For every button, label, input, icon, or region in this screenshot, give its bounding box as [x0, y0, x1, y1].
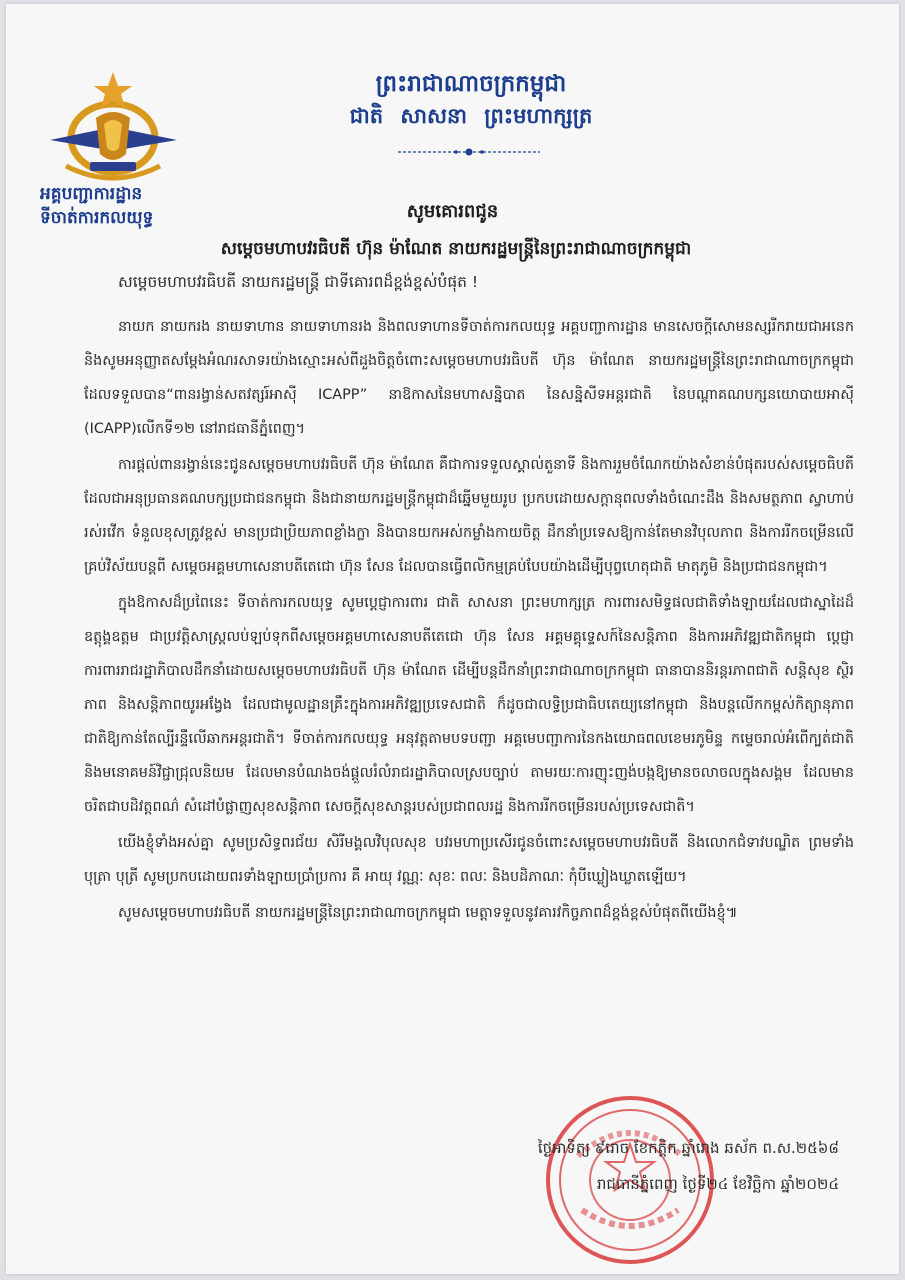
paragraph-1: នាយក នាយករង នាយទាហាន នាយទាហានរង និងពលទាហានទីចាត់ការកលយុទ្ធ អគ្គបញ្ជាការដ្ឋាន មានសេចក្តីសោមនស្សរីករាយជាអនេក និងសូមអនុញ្ញាតសម្តែងអំណរសាទរយ៉ាងស្មោះអស់ពីដួងចិត្តចំពោះសម្តេចមហាបវរធិបតី ហ៊ុន ម៉ាណែត នាយករដ្ឋមន្ត្រីនៃព្រះរាជាណាចក្រកម្ពុជា ដែលទទួលបាន“ពានរង្វាន់សតវត្សរ៍អាស៊ី ICAPP” នាឱកាសនៃមហាសន្និបាត នៃសន្និសីទអន្តរជាតិ នៃបណ្តាគណបក្សនយោបាយអាស៊ី (ICAPP)លើកទី១២ នៅរាជធានីភ្នំពេញ។ [84, 319, 854, 437]
divider-ornament-icon [394, 145, 544, 159]
kingdom-name: ព្រះរាជាណាចក្រកម្ពុជា [375, 71, 567, 97]
military-emblem-icon [46, 70, 181, 185]
paragraph-4: យើងខ្ញុំទាំងអស់គ្នា សូមប្រសិទ្ធពរជ័យ សិរីមង្គលវិបុលសុខ បវរមហាប្រសើរជូនចំពោះសម្តេចមហាបវរធិបតី និងលោកជំទាវបណ្ឌិត ព្រមទាំងបុត្រា បុត្រី សូមប្រកបដោយពរទាំងឡាយប្រាំប្រការ គឺ អាយុ វណ្ណៈ សុខៈ ពលៈ និងបដិភាណៈ កុំបីឃ្លៀងឃ្លាតឡើយ។ [84, 835, 854, 885]
department-line-1: អគ្គបញ្ជាការដ្ឋាន [40, 184, 143, 204]
department-line-2: ទីចាត់ការកលយុទ្ធ [40, 208, 154, 228]
salutation: សូមគោរពជូន [406, 201, 499, 222]
date-block [538, 1130, 839, 1202]
letter-body [84, 310, 854, 932]
kingdom-motto [306, 68, 636, 132]
paragraph-5: សូមសម្តេចមហាបវរធិបតី នាយករដ្ឋមន្ត្រីនៃព្រះរាជាណាចក្រកម្ពុជា មេត្តាទទួលនូវគារវកិច្ចភាពដ៏ខ្ពង់ខ្ពស់បំផុតពីយើងខ្ញុំ៕ [118, 905, 738, 921]
paragraph-2: ការផ្តល់ពានរង្វាន់នេះជូនសម្តេចមហាបវរធិបតី ហ៊ុន ម៉ាណែត គឺជាការទទួលស្គាល់តួនាទី និងការរួមចំណែកយ៉ាងសំខាន់បំផុតរបស់សម្តេចធិបតី ដែលជាអនុប្រធានគណបក្សប្រជាជនកម្ពុជា និងជានាយករដ្ឋមន្ត្រីកម្ពុជាដ៏ឆ្នើមមួយរូប ប្រកបដោយសក្តានុពលទាំងចំណេះដឹង និងសមត្ថភាព ស្វាហាប់ រស់រវើក ទំនួលខុសត្រូវខ្ពស់ មានប្រជាប្រិយភាពខ្លាំងក្លា និងបានយកអស់កម្លាំងកាយចិត្ត ដឹកនាំប្រទេសឱ្យកាន់តែមានវិបុលភាព និងការរីកចម្រើនលើគ្រប់វិស័យបន្តពី សម្តេចអគ្គមហាសេនាបតីតេជោ ហ៊ុន សែន ដែលបានធ្វើពលិកម្មគ្រប់បែបយ៉ាងដើម្បីបុព្វហេតុជាតិ មាតុភូមិ និងប្រជាជនកម្ពុជា។ [84, 457, 854, 575]
date-solar: រាជធានីភ្នំពេញ ថ្ងៃទី២៤ ខែវិច្ឆិកា ឆ្នាំ២០២៤ [596, 1175, 839, 1193]
paragraph-3: ក្នុងឱកាសដ៏ប្រពៃនេះ ទីចាត់ការកលយុទ្ធ សូមប្តេជ្ញាការពារ ជាតិ សាសនា ព្រះមហាក្សត្រ ការពារសមិទ្ធផលជាតិទាំងឡាយដែលជាស្នាដៃដ៏ឧត្តុង្គឧត្តម ជាប្រវត្តិសាស្ត្រលប់ឡប់ទុកពីសម្តេចអគ្គមហាសេនាបតីតេជោ ហ៊ុន សែន អគ្គមគ្គុទ្ទេសក៍នៃសន្តិភាព និងការអភិវឌ្ឍជាតិកម្ពុជា ប្តេជ្ញាការពាររាជរដ្ឋាភិបាលដឹកនាំដោយសម្តេចមហាបវរធិបតី ហ៊ុន ម៉ាណែត ដើម្បីបន្តដឹកនាំព្រះរាជាណាចក្រកម្ពុជា ធានាបាននិរន្តរភាពជាតិ សន្តិសុខ ស្ថិរភាព និងសន្តិភាពយូរអង្វែង ដែលជាមូលដ្ឋានគ្រឹះក្នុងការអភិវឌ្ឍប្រទេសជាតិ ក៏ដូចជាលទ្ធិប្រជាធិបតេយ្យនៅកម្ពុជា និងបន្តលើកកម្ពស់កិត្យានុភាពជាតិឱ្យកាន់តែល្បីរន្ទឺលើឆាកអន្តរជាតិ។ ទីចាត់ការកលយុទ្ធ អនុវត្តតាមបទបញ្ជា អគ្គមេបញ្ជាការនៃកងយោធពលខេមរភូមិន្ទ កម្ទេចរាល់អំពើក្បត់ជាតិ និងមនោគមន៍វិជ្ជាជ្រុលនិយម ដែលមានបំណងចង់ផ្តួលរំលំរាជរដ្ឋាភិបាលស្របច្បាប់ តាមរយៈការញុះញង់បង្កឱ្យមានចលាចលក្នុងសង្គម ដែលមានចរិតជាបដិវត្តពណ៌ សំដៅបំផ្លាញសុខសន្តិភាព សេចក្តីសុខសាន្តរបស់ប្រជាពលរដ្ឋ និងការរីកចម្រើនរបស់ប្រទេសជាតិ។ [84, 595, 854, 815]
national-motto: ជាតិ សាសនា ព្រះមហាក្សត្រ [349, 104, 593, 128]
addressee: សម្តេចមហាបវរធិបតី ហ៊ុន ម៉ាណែត នាយករដ្ឋមន្ត្រីនៃព្រះរាជាណាចក្រកម្ពុជា [220, 239, 692, 259]
date-lunar: ថ្ងៃអាទិត្យ ៩រោច ខែកត្តិក ឆ្នាំរោង ឆស័ក ព.ស.២៥៦៨ [537, 1139, 839, 1157]
letter-page [6, 4, 899, 1274]
opening-greeting: សម្តេចមហាបវរធិបតី នាយករដ្ឋមន្ត្រី ជាទីគោរពដ៏ខ្ពង់ខ្ពស់បំផុត ! [118, 273, 479, 291]
